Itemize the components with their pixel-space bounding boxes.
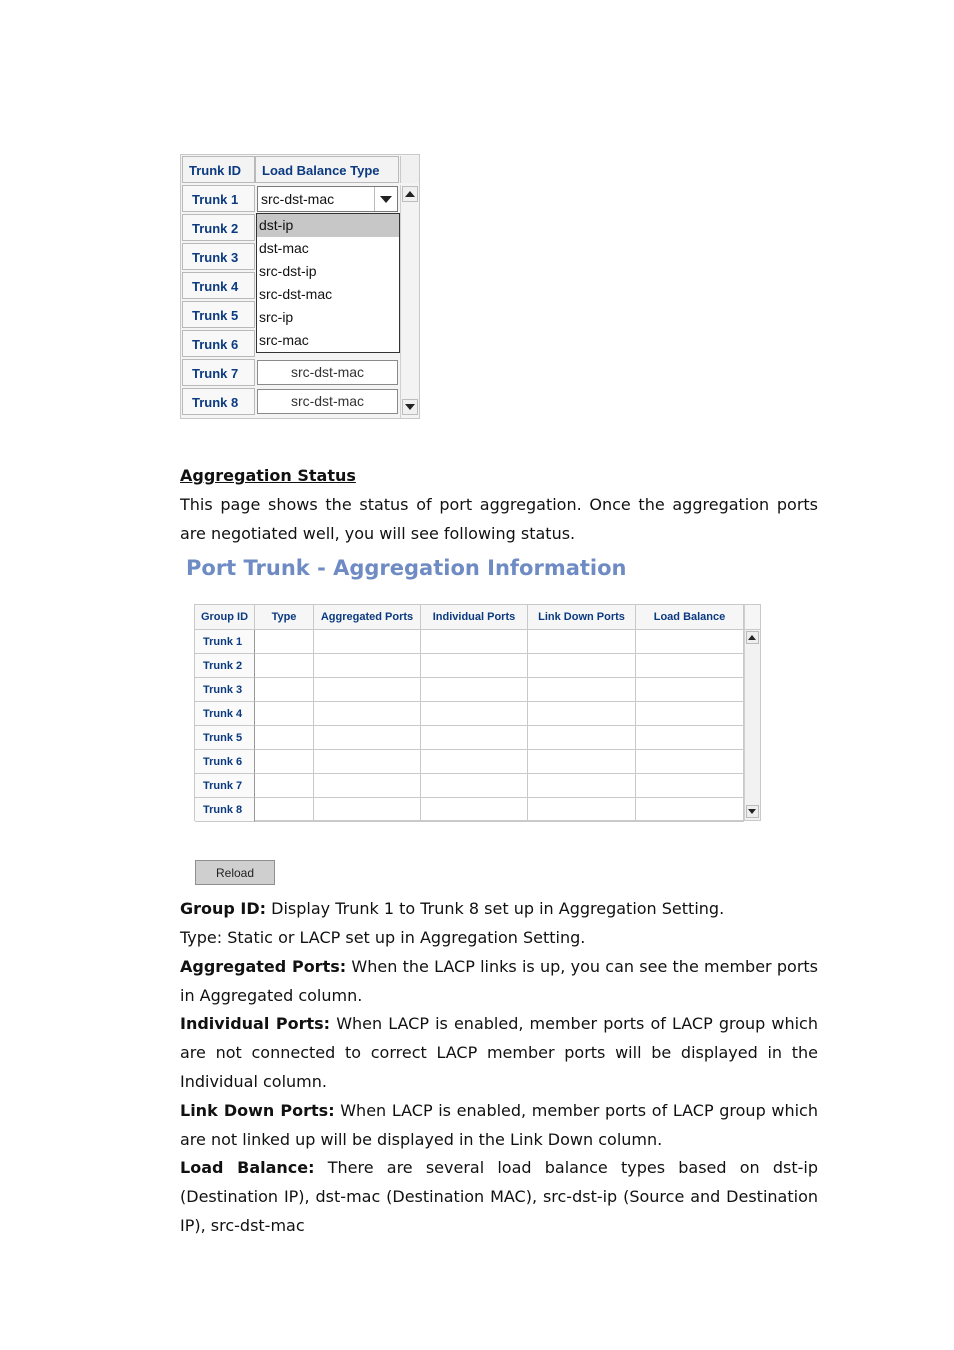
column-header: Type	[255, 605, 314, 630]
column-header: Load Balance	[636, 605, 744, 630]
table-cell	[636, 726, 744, 750]
table-cell	[421, 726, 528, 750]
table-cell	[636, 678, 744, 702]
arrow-down-icon	[748, 809, 756, 814]
vertical-scrollbar[interactable]	[744, 630, 760, 820]
load-balance-select-trunk-7[interactable]: src-dst-mac	[257, 360, 398, 385]
table-cell	[636, 702, 744, 726]
table-cell	[421, 630, 528, 654]
trunk-id-cell: Trunk 4	[182, 272, 255, 299]
table-cell	[528, 654, 636, 678]
table-cell	[255, 630, 314, 654]
scroll-corner	[400, 156, 419, 183]
trunk-id-cell: Trunk 8	[182, 388, 255, 415]
table-cell	[314, 750, 421, 774]
select-value: src-dst-mac	[261, 191, 335, 207]
term-text: When LACP is enabled, member ports of LACP group which are not connected to correct LACP member ports will be displayed in the Individual column.	[180, 1014, 818, 1091]
table-cell	[528, 702, 636, 726]
description-individual-ports	[180, 1009, 818, 1096]
row-group-id: Trunk 1	[195, 630, 255, 654]
dropdown-arrow-button[interactable]	[374, 187, 397, 211]
table-cell	[636, 750, 744, 774]
arrow-up-icon	[748, 635, 756, 640]
trunk-id-cell: Trunk 6	[182, 330, 255, 357]
description-type: Type: Static or LACP set up in Aggregation Setting.	[180, 928, 586, 947]
section-heading: Aggregation Status	[180, 466, 356, 485]
table-cell	[421, 750, 528, 774]
term-text: There are several load balance types based on dst-ip (Destination IP), dst-mac (Destination MAC), src-dst-ip (Source and Destination IP), src-dst-mac	[180, 1158, 819, 1235]
table-cell	[314, 774, 421, 798]
header-trunk-id: Trunk ID	[182, 156, 255, 183]
column-header: Aggregated Ports	[314, 605, 421, 630]
header-load-balance-type: Load Balance Type	[255, 156, 399, 183]
table-cell	[314, 630, 421, 654]
scroll-corner	[744, 605, 760, 630]
trunk-id-cell: Trunk 5	[182, 301, 255, 328]
table-cell	[421, 798, 528, 822]
load-balance-select-trunk-8[interactable]: src-dst-mac	[257, 389, 398, 414]
term-label: Group ID:	[180, 899, 267, 918]
dropdown-option[interactable]: dst-mac	[259, 240, 309, 256]
table-cell	[636, 654, 744, 678]
table-cell	[636, 630, 744, 654]
term-text: When the LACP links is up, you can see the member ports in Aggregated column.	[180, 957, 819, 1005]
row-group-id: Trunk 2	[195, 654, 255, 678]
table-cell	[314, 654, 421, 678]
term-text: When LACP is enabled, member ports of LACP group which are not linked up will be displayed in the Link Down column.	[180, 1101, 818, 1149]
load-balance-table	[180, 154, 420, 419]
trunk-id-cell: Trunk 1	[182, 185, 255, 212]
dropdown-option[interactable]: src-dst-mac	[259, 286, 333, 302]
trunk-id-cell: Trunk 3	[182, 243, 255, 270]
scroll-up-button[interactable]	[746, 631, 759, 644]
trunk-id-cell: Trunk 2	[182, 214, 255, 241]
table-cell	[255, 726, 314, 750]
table-cell	[528, 750, 636, 774]
aggregation-info-table	[194, 604, 761, 821]
table-cell	[528, 630, 636, 654]
term-label: Individual Ports:	[180, 1014, 331, 1033]
description-link-down-ports	[180, 1096, 818, 1154]
dropdown-option[interactable]: src-dst-ip	[259, 263, 317, 279]
column-header: Group ID	[195, 605, 255, 630]
dropdown-option[interactable]: dst-ip	[257, 214, 399, 237]
table-cell	[255, 702, 314, 726]
table-cell	[421, 774, 528, 798]
row-group-id: Trunk 4	[195, 702, 255, 726]
description-group-id	[180, 894, 820, 923]
dropdown-option[interactable]: src-mac	[259, 332, 309, 348]
panel-title: Port Trunk - Aggregation Information	[186, 556, 627, 580]
load-balance-select-trunk-1[interactable]	[257, 186, 398, 212]
row-group-id: Trunk 6	[195, 750, 255, 774]
chevron-down-icon	[380, 196, 392, 203]
table-cell	[528, 798, 636, 822]
term-label: Load Balance:	[180, 1158, 315, 1177]
table-cell	[528, 678, 636, 702]
table-cell	[255, 750, 314, 774]
row-group-id: Trunk 5	[195, 726, 255, 750]
table-cell	[255, 798, 314, 822]
table-cell	[314, 726, 421, 750]
vertical-scrollbar[interactable]	[400, 185, 419, 418]
table-cell	[421, 702, 528, 726]
table-cell	[314, 798, 421, 822]
term-label: Aggregated Ports:	[180, 957, 347, 976]
row-group-id: Trunk 8	[195, 798, 255, 822]
row-group-id: Trunk 3	[195, 678, 255, 702]
table-cell	[314, 678, 421, 702]
description-aggregated-ports	[180, 952, 818, 1010]
arrow-down-icon	[405, 404, 415, 410]
scroll-up-button[interactable]	[402, 186, 418, 202]
table-cell	[255, 774, 314, 798]
trunk-id-cell: Trunk 7	[182, 359, 255, 386]
table-cell	[255, 678, 314, 702]
table-cell	[314, 702, 421, 726]
description-load-balance	[180, 1153, 818, 1240]
row-group-id: Trunk 7	[195, 774, 255, 798]
table-cell	[528, 726, 636, 750]
reload-button[interactable]: Reload	[195, 860, 275, 885]
term-label: Link Down Ports:	[180, 1101, 335, 1120]
column-header: Link Down Ports	[528, 605, 636, 630]
arrow-up-icon	[405, 191, 415, 197]
scroll-down-button[interactable]	[746, 805, 759, 818]
column-header: Individual Ports	[421, 605, 528, 630]
scroll-down-button[interactable]	[402, 399, 418, 415]
intro-paragraph: This page shows the status of port aggregation. Once the aggregation ports are negotiated well, you will see following status.	[180, 495, 818, 543]
dropdown-option[interactable]: src-ip	[259, 309, 294, 325]
dropdown-list[interactable]	[256, 213, 400, 353]
table-cell	[528, 774, 636, 798]
term-text: Display Trunk 1 to Trunk 8 set up in Aggregation Setting.	[266, 899, 725, 918]
table-cell	[636, 798, 744, 822]
table-cell	[421, 678, 528, 702]
table-cell	[636, 774, 744, 798]
table-cell	[421, 654, 528, 678]
table-cell	[255, 654, 314, 678]
